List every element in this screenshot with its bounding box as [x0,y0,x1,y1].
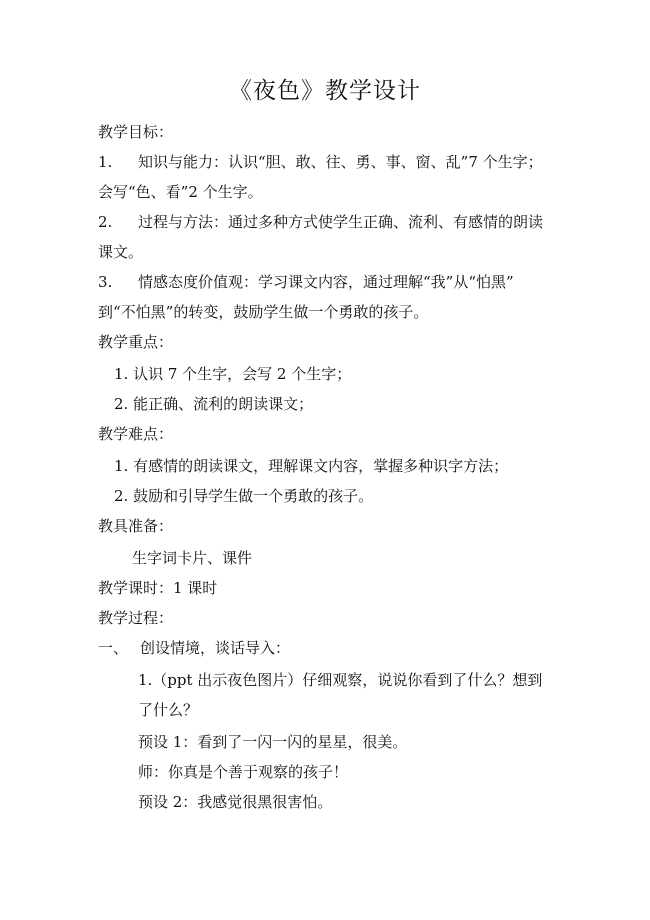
preset-2: 预设 2：我感觉很黑很害怕。 [138,793,333,811]
difficult-points-heading: 教学难点： [98,425,174,443]
prep-items: 生字词卡片、课件 [132,549,253,567]
prep-heading: 教具准备： [98,517,174,535]
goal-1-line2: 会写“色、看”2 个生字。 [98,183,263,201]
teaching-hours: 教学课时：1 课时 [98,579,218,597]
step-1-line2: 了什么？ [138,701,199,719]
goal-2-line2: 课文。 [98,243,144,261]
goal-2-number: 2. [98,213,113,231]
document-title: 《夜色》教学设计 [229,78,421,104]
difficult-point-2: 2. 鼓励和引导学生做一个勇敢的孩子。 [114,487,374,505]
teacher-remark: 师：你真是个善于观察的孩子！ [138,763,349,781]
difficult-point-1: 1. 有感情的朗读课文，理解课文内容，掌握多种识字方法； [114,457,509,475]
key-points-heading: 教学重点： [98,333,174,351]
section-1-title: 创设情境，谈话导入： [140,639,291,657]
preset-1: 预设 1：看到了一闪一闪的星星，很美。 [138,733,408,751]
goal-2-line1: 过程与方法：通过多种方式使学生正确、流利、有感情的朗读 [138,213,544,231]
goal-3-number: 3. [98,273,113,291]
goal-3-line2: 到“不怕黑”的转变，鼓励学生做一个勇敢的孩子。 [98,303,429,321]
goals-heading: 教学目标： [98,123,174,141]
goal-1-number: 1. [98,153,113,171]
key-point-2: 2. 能正确、流利的朗读课文； [114,395,314,413]
section-1-number: 一、 [98,639,129,657]
process-heading: 教学过程： [98,609,174,627]
goal-1-line1: 知识与能力：认识“胆、敢、往、勇、事、窗、乱”7 个生字； [138,153,543,171]
key-point-1: 1. 认识 7 个生字，会写 2 个生字； [114,365,352,383]
goal-3-line1: 情感态度价值观：学习课文内容，通过理解“我”从“怕黑” [138,273,514,291]
step-1-line1: 1.（ppt 出示夜色图片）仔细观察，说说你看到了什么？想到 [138,671,543,689]
